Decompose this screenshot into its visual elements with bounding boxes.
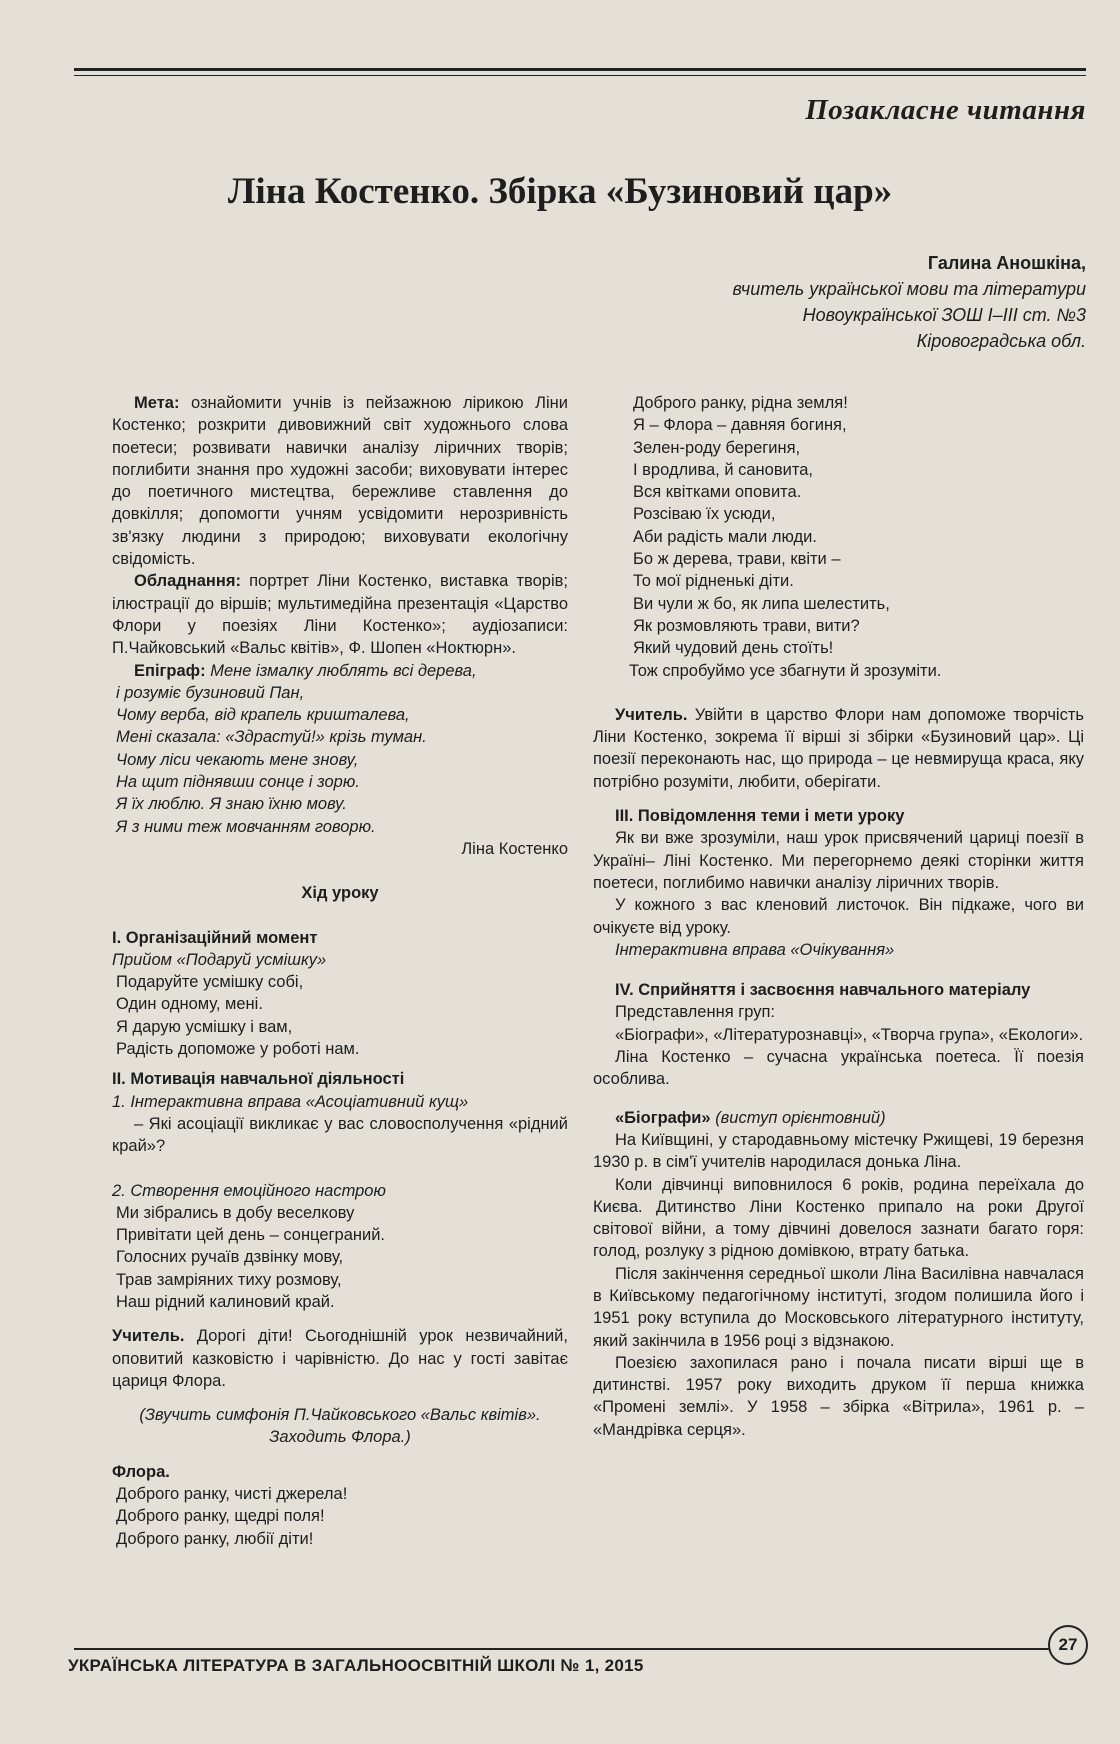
page-number: 27 [1048, 1625, 1088, 1665]
poem-line: Бо ж дерева, трави, квіти – [633, 550, 841, 569]
poem-line: Доброго ранку, рідна земля! [633, 394, 848, 412]
poem-line: Зелен-роду берегиня, [633, 438, 801, 457]
epigraph-line: На щит піднявши сонце і зорю. [116, 773, 360, 792]
author-school: Новоукраїнської ЗОШ І–ІІІ ст. №3 [802, 305, 1086, 325]
section-label: Позакласне читання [805, 94, 1086, 126]
poem-line: Вся квітками оповита. [633, 483, 802, 502]
poem-line: Тож спробуймо усе збагнути й зрозуміти. [629, 661, 942, 680]
footer-rule [74, 1648, 1049, 1650]
goal-text: ознайомити учнів із пейзажною лірикою Ліни Костенко; розкрити дивовижний світ художнього слова поетеси; розвивати навички аналізу ліричних творів; поглибити знання про художні засоби; виховувати інтерес до поетичного мистецтва, бережливе ставлення до довкілля; допомогти учням усвідомити нерозривність зв'язку людини з природою; виховувати екологічну свідомість. [112, 394, 568, 569]
epigraph-line: Чому ліси чекають мене знову, [116, 750, 359, 769]
poem-line: І вродлива, й сановита, [633, 460, 813, 479]
epigraph-line: Чому верба, від крапель кришталева, [116, 706, 410, 725]
goal-label: Мета: [134, 394, 180, 412]
equipment-paragraph [112, 570, 568, 659]
epigraph-author: Ліна Костенко [461, 839, 568, 858]
equipment-text: портрет Ліни Костенко, виставка творів; ілюстрації до віршів; мультимедійна презентація «Царство Флори у поезіях Ліни Костенко»; аудіозаписи: П.Чайковський «Вальс квітів», Ф. Шопен «Ноктюрн». [112, 572, 568, 658]
body-paragraph: На Київщині, у стародавньому містечку Ржищеві, 19 березня 1930 р. в сім'ї учителів народилася донька Ліна. [593, 1130, 1084, 1172]
epigraph-line: Мене ізмалку люблять всі дерева, [210, 661, 477, 680]
section-heading: IV. Сприйняття і засвоєння навчального матеріалу [615, 981, 1031, 1000]
teacher-text: Увійти в царство Флори нам допоможе творчість Ліни Костенко, зокрема її вірші зі збірки «Бузиновий цар». Ці поезії переконають нас, що природа – це невмируща краса, яку потрібно розуміти, любити, оберігати. [593, 705, 1084, 791]
list-item: 1. Інтерактивна вправа «Асоціативний кущ» [112, 1092, 469, 1111]
question-text: – Які асоціації викликає у вас словосполучення «рідний край»? [112, 1114, 568, 1156]
teacher-paragraph [593, 704, 1084, 793]
lesson-heading: Хід уроку [301, 884, 379, 903]
poem-line: Ви чули ж бо, як липа шелестить, [633, 594, 890, 613]
body-paragraph: «Біографи», «Літературознавці», «Творча група», «Екологи». [615, 1025, 1084, 1044]
author-name: Галина Аношкіна, [927, 253, 1086, 273]
body-paragraph: Представлення груп: [615, 1003, 775, 1022]
biographers-sub: (виступ орієнтовний) [715, 1108, 886, 1127]
stage-direction: (Звучить симфонія П.Чайковського «Вальс квітів». [139, 1406, 541, 1425]
body-paragraph: Ліна Костенко – сучасна українська поетеса. Її поезія особлива. [593, 1048, 1084, 1089]
poem-line: Який чудовий день стоїть! [633, 639, 834, 658]
epigraph-line: Я з ними теж мовчанням говорю. [116, 817, 376, 836]
body-paragraph: Як ви вже зрозуміли, наш урок присвячений цариці поезії в Україні– Ліні Костенко. Ми перегорнемо деякі сторінки життя поетеси, поглибимо навички аналізу ліричних творів. [593, 829, 1084, 892]
author-block [733, 250, 1087, 354]
epigraph-first-line [112, 660, 568, 682]
left-column [112, 392, 568, 1550]
poem-line: Наш рідний калиновий край. [116, 1292, 335, 1311]
teacher-text: Дорогі діти! Сьогоднішній урок незвичайний, оповитий казковістю і чарівністю. До нас у гості завітає цариця Флора. [112, 1327, 568, 1390]
poem-line: Як розмовляють трави, вити? [633, 616, 860, 635]
poem-line: Трав замріяних тиху розмову, [116, 1270, 342, 1289]
epigraph-label: Епіграф: [134, 661, 206, 680]
teacher-label: Учитель. [112, 1327, 185, 1346]
poem-line: Аби радість мали люди. [633, 527, 817, 546]
section-subheading: Інтерактивна вправа «Очікування» [615, 940, 895, 959]
epigraph-line: Я їх люблю. Я знаю їхню мову. [116, 795, 347, 814]
biographers-heading [593, 1107, 1084, 1129]
poem-line: Доброго ранку, любії діти! [116, 1529, 314, 1548]
biographers-label: «Біографи» [615, 1108, 711, 1127]
body-paragraph: Коли дівчинці виповнилося 6 років, родина переїхала до Києва. Дитинство Ліни Костенко припало на роки Другої світової війни, а тому дівчині довелося зазнати багато горя: голод, розлуку з рідною домівкою, втрату батька. [593, 1175, 1084, 1261]
section-subheading: Прийом «Подаруй усмішку» [112, 950, 327, 969]
epigraph-line: і розуміє бузиновий Пан, [116, 683, 305, 702]
poem-line: Доброго ранку, щедрі поля! [116, 1507, 325, 1526]
poem-line: То мої рідненькі діти. [633, 572, 794, 591]
body-paragraph: У кожного з вас кленовий листочок. Він підкаже, чого ви очікуєте від уроку. [593, 896, 1084, 937]
epigraph-line: Мені сказала: «Здрастуй!» крізь туман. [116, 728, 427, 747]
article-title: Ліна Костенко. Збірка «Бузиновий цар» [227, 171, 893, 212]
author-position: вчитель української мови та літератури [732, 279, 1086, 299]
section-heading: ІІІ. Повідомлення теми і мети уроку [615, 807, 905, 826]
journal-footer: УКРАЇНСЬКА ЛІТЕРАТУРА В ЗАГАЛЬНООСВІТНІЙ ШКОЛІ № 1, 2015 [68, 1656, 644, 1675]
teacher-paragraph [112, 1325, 568, 1392]
poem-line: Розсіваю їх усюди, [633, 505, 776, 524]
body-paragraph: Поезією захопилася рано і почала писати вірші ще в дитинстві. 1957 року виходить друком її перша книжка «Промені землі». У 1958 – збірка «Вітрила», 1961 р. – «Мандрівка серця». [593, 1353, 1084, 1439]
poem-line: Голосних ручаїв дзвінку мову, [116, 1248, 344, 1267]
poem-line: Подаруйте усмішку собі, [116, 973, 304, 992]
stage-direction: Заходить Флора.) [269, 1428, 411, 1447]
equipment-label: Обладнання: [134, 572, 241, 591]
header-rule-thin [74, 75, 1086, 76]
poem-line: Я – Флора – давняя богиня, [633, 416, 847, 435]
teacher-label: Учитель. [615, 705, 688, 724]
list-item: 2. Створення емоційного настрою [112, 1181, 386, 1200]
section-heading: ІІ. Мотивація навчальної діяльності [112, 1070, 405, 1089]
goal-paragraph [112, 392, 568, 570]
poem-line: Я дарую усмішку і вам, [116, 1017, 293, 1036]
poem-line: Ми зібрались в добу веселкову [116, 1203, 355, 1222]
poem-line: Доброго ранку, чисті джерела! [116, 1485, 348, 1504]
flora-label: Флора. [112, 1462, 170, 1481]
poem-line: Привітати цей день – сонцеграний. [116, 1226, 385, 1245]
poem-line: Один одному, мені. [116, 995, 263, 1014]
author-region: Кіровоградська обл. [916, 331, 1086, 351]
poem-line: Радість допоможе у роботі нам. [116, 1040, 360, 1059]
header-rule-thick [74, 68, 1086, 71]
right-column [593, 392, 1084, 1441]
section-heading: І. Організаційний момент [112, 928, 318, 947]
body-paragraph: Після закінчення середньої школи Ліна Василівна навчалася в Київському педагогічному інституті, згодом полишила його і 1951 року вступила до Московського літературного інституту, який закінчила в 1956 році з відзнакою. [593, 1264, 1084, 1350]
